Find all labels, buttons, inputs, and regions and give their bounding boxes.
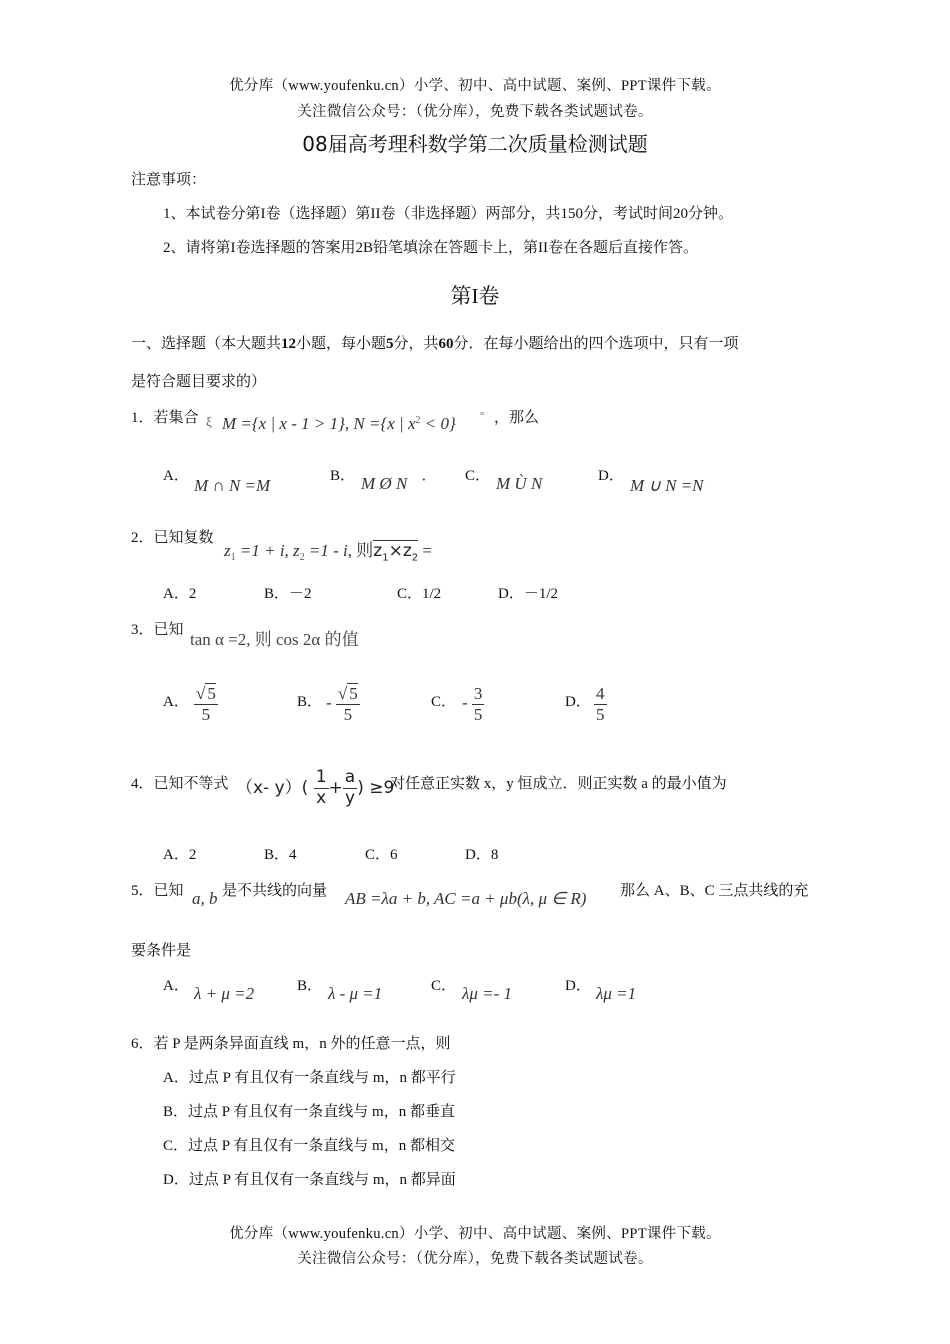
q1-b-label: B．: [330, 468, 356, 484]
q6-d: D．过点 P 有且仅有一条直线与 m，n 都异面: [163, 1172, 456, 1188]
footer-line-1: 优分库（www.youfenku.cn）小学、初中、高中试题、案例、PPT课件下载。: [229, 1226, 721, 1242]
q2-sub1: 1: [230, 552, 236, 563]
q5-c: λμ =- 1: [462, 984, 513, 1003]
q2-ov-s1: 1: [382, 552, 389, 564]
q1-b-dot: ·: [421, 470, 427, 489]
q4-tail: 对任意正实数 x，y 恒成立．则正实数 a 的最小值为: [390, 776, 727, 792]
q3-a: $\frac{√ 5}{5}$: [196, 684, 216, 724]
q2-a: A．2: [163, 586, 197, 602]
q5-d-label: D．: [565, 978, 591, 994]
q5-math: AB =λa + b, AC =a + μb(λ, μ ∈ R): [345, 889, 587, 908]
q3-a-den: 5: [201, 704, 211, 724]
q5-c-label: C．: [431, 978, 457, 994]
q3-d: [594, 684, 607, 724]
header-line-2: 关注微信公众号：（优分库），免费下载各类试题试卷。: [297, 104, 653, 120]
q4-b: B．4: [264, 847, 297, 863]
q4-plus: +: [328, 778, 343, 799]
q2-ov-s2: 2: [411, 552, 419, 564]
notes-item-1: 1、本试卷分第I卷（选择题）第II卷（非选择题）两部分，共150分，考试时间20分钟。: [163, 206, 733, 222]
q2-sub2: 2: [299, 552, 305, 563]
q3-d-num: 4: [596, 684, 605, 703]
q5-b-label: B．: [297, 978, 323, 994]
q1-a-label: A．: [163, 468, 189, 484]
q1-b: M Ø N: [361, 474, 408, 493]
q1-d-label: D．: [598, 468, 624, 484]
q3-b-num: 5: [349, 684, 358, 703]
q5-line2: 要条件是: [131, 943, 192, 959]
q2-conjugate: [373, 540, 419, 564]
q6-a: A．过点 P 有且仅有一条直线与 m，n 都平行: [163, 1070, 456, 1086]
q1-deg: °: [480, 410, 485, 422]
notes-heading: 注意事项：: [131, 172, 207, 188]
q3-math: tan α =2, 则 cos 2α 的值: [190, 630, 359, 649]
q5-a: λ + μ =2: [194, 984, 255, 1003]
q4-f2-num: a: [344, 767, 356, 787]
q3-c-sign: -: [462, 692, 468, 712]
q5-d: λμ =1: [596, 984, 637, 1003]
q1-stem: 1．若集合: [131, 410, 199, 426]
q3-b-den: 5: [343, 704, 353, 724]
q3-a-num: 5: [207, 684, 216, 703]
section-intro: [131, 332, 739, 353]
q3-a-label: A．: [163, 694, 189, 710]
q3-b-sign: -: [326, 692, 332, 712]
q5-stem: 5．已知: [131, 883, 184, 899]
q4-f1-num: 1: [315, 767, 327, 787]
q2-ov-z2: z: [402, 541, 412, 561]
q2-z2: z: [293, 541, 300, 560]
q4-paren: （x- y）(: [236, 778, 309, 799]
q3-d-den: 5: [596, 704, 605, 724]
q2-ov-z1: z: [373, 541, 383, 561]
q5-tail: 那么 A、B、C 三点共线的充: [620, 883, 809, 899]
q5-ab: a, b: [192, 889, 218, 908]
q4-math: [236, 768, 394, 808]
intro-text-c: 分，共: [393, 336, 439, 352]
q4-d: D．8: [465, 847, 499, 863]
q1-sup: 2: [415, 415, 421, 426]
q5-b: λ - μ =1: [328, 984, 383, 1003]
q1-c: M Ù N: [496, 474, 543, 493]
q6-b: B．过点 P 有且仅有一条直线与 m，n 都垂直: [163, 1104, 455, 1120]
q6-stem: 6．若 P 是两条异面直线 m，n 外的任意一点，则: [131, 1036, 451, 1052]
q1-sets: M ={x | x - 1 > 1}, N ={x | x: [222, 414, 416, 433]
q2-eq: =: [418, 541, 432, 560]
q3-b: - $\frac{√ 5}{5}$: [326, 684, 358, 724]
q1-xi: ξ: [206, 414, 212, 429]
q1-tail: ，那么: [494, 410, 540, 426]
notes-item-2: 2、请将第I卷选择题的答案用2B铅笔填涂在答题卡上，第II卷在各题后直接作答。: [163, 240, 698, 256]
q4-f2-den: y: [344, 787, 356, 808]
q2-c: C．1/2: [397, 586, 442, 602]
question-count: 12: [281, 336, 297, 352]
q4-stem: 4．已知不等式: [131, 776, 229, 792]
q5-a-label: A．: [163, 978, 189, 994]
q3-c-num: 3: [473, 684, 483, 703]
points-total: 60: [438, 336, 454, 352]
q2-stem: 2．已知复数: [131, 530, 214, 546]
page-title: 08届高考理科数学第二次质量检测试题: [302, 132, 648, 156]
footer-line-2: 关注微信公众号：（优分库），免费下载各类试题试卷。: [297, 1251, 653, 1267]
points-each: 5: [386, 336, 394, 352]
q1-d: M ∪ N =N: [630, 476, 704, 495]
q2-eq2: =1 - i,: [304, 541, 357, 560]
q3-c-den: 5: [473, 704, 483, 724]
q2-math: [224, 536, 432, 563]
q3-c-label: C．: [431, 694, 457, 710]
q2-b: B．－2: [264, 586, 312, 602]
q2-ov-times: ×: [388, 541, 403, 561]
q2-ze: 则: [356, 541, 374, 560]
volume-title: 第I卷: [450, 284, 500, 308]
q6-c: C．过点 P 有且仅有一条直线与 m，n 都相交: [163, 1138, 455, 1154]
q1-sets-end: < 0}: [420, 414, 456, 433]
q2-z1: z: [224, 541, 231, 560]
q1-math: [222, 414, 456, 434]
q4-a: A．2: [163, 847, 197, 863]
q2-eq1: =1 + i,: [235, 541, 294, 560]
intro-text-b: 小题，每小题: [296, 336, 387, 352]
q3-d-label: D．: [565, 694, 591, 710]
intro-text-d: 分．在每小题给出的四个选项中，只有一项: [453, 336, 739, 352]
q2-d: D．－1/2: [498, 586, 559, 602]
q1-a: M ∩ N =M: [194, 476, 271, 495]
q3-stem: 3．已知: [131, 622, 184, 638]
q4-c: C．6: [365, 847, 398, 863]
header-line-1: 优分库（www.youfenku.cn）小学、初中、高中试题、案例、PPT课件下载。: [229, 78, 721, 94]
q1-c-label: C．: [465, 468, 491, 484]
q5-mid: 是不共线的向量: [222, 883, 328, 899]
q4-ge: ) ≥9: [357, 778, 395, 799]
q3-c: [462, 684, 484, 724]
intro-text-a: 一、选择题（本大题共: [131, 336, 282, 352]
section-intro-line2: 是符合题目要求的）: [131, 374, 267, 390]
q4-f1-den: x: [316, 787, 327, 808]
q3-b-label: B．: [297, 694, 323, 710]
